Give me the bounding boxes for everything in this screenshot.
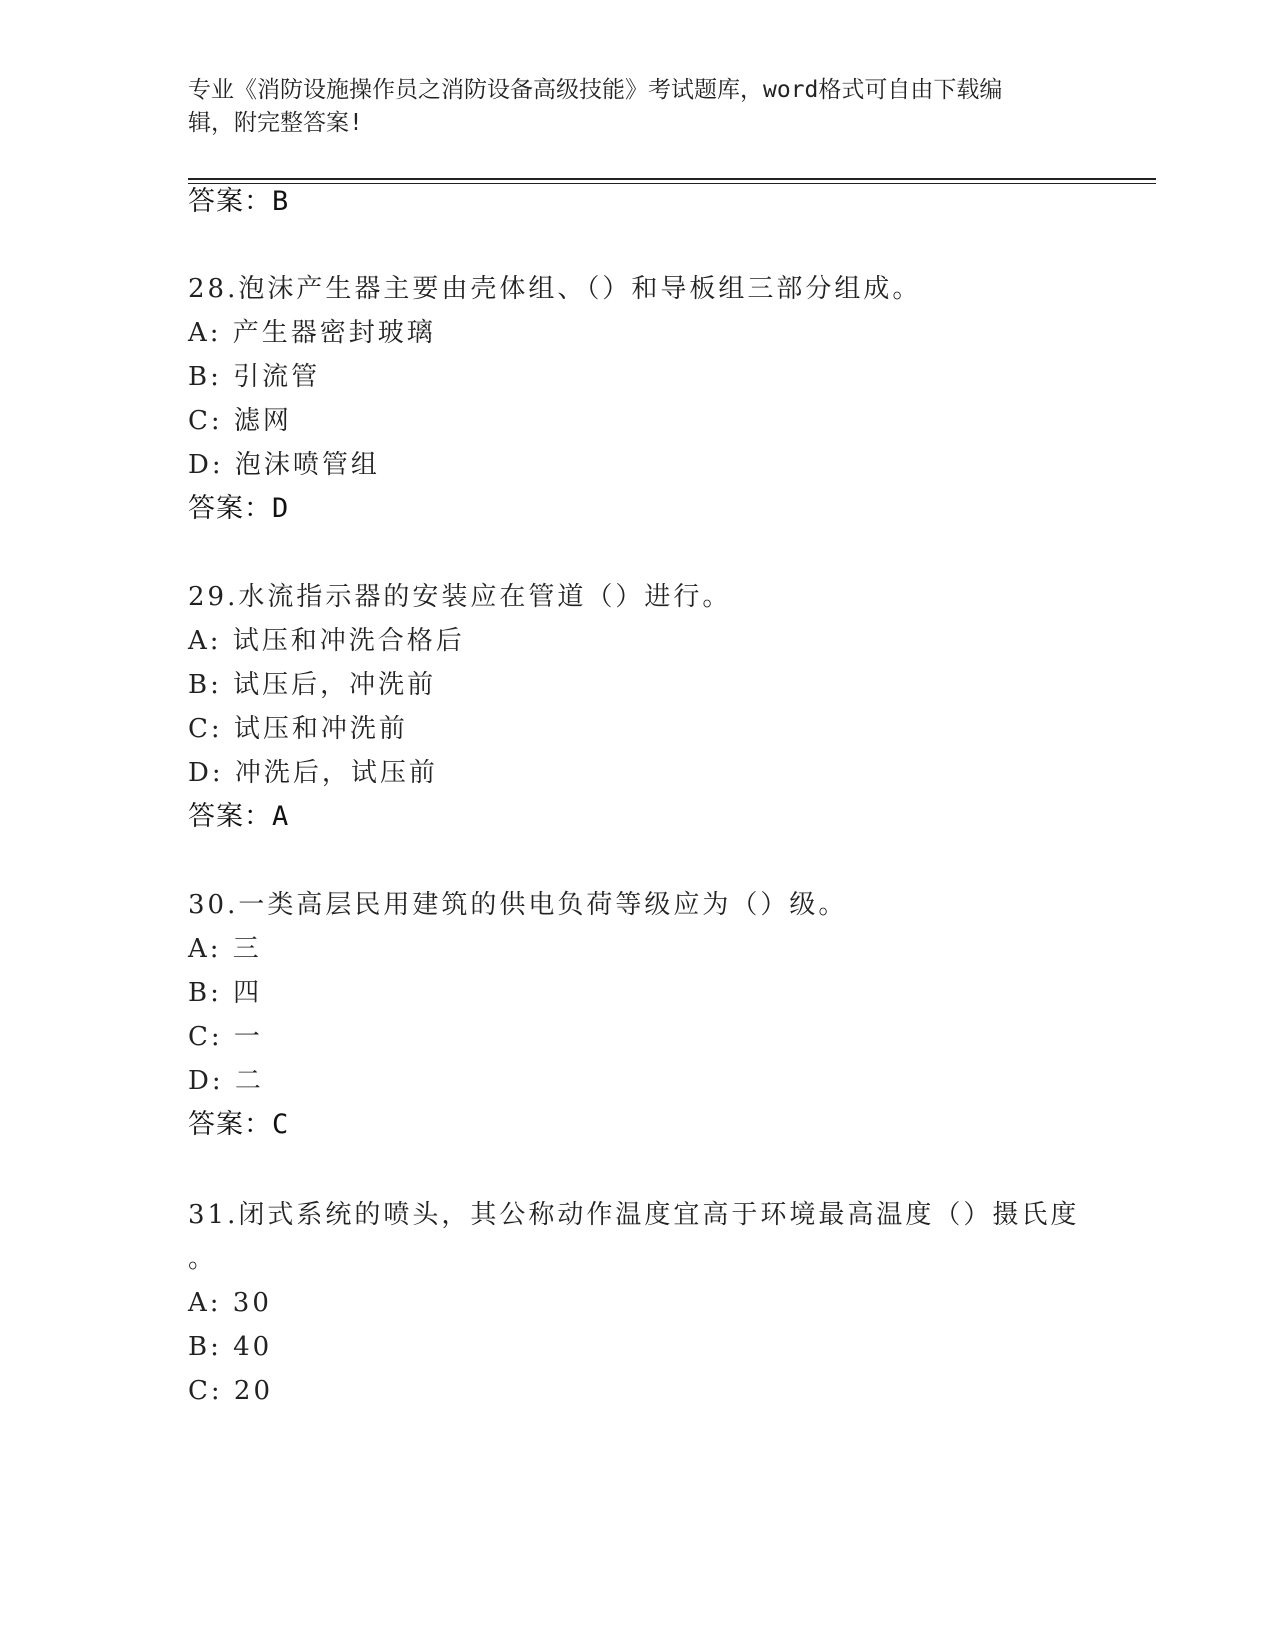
answer-label: 答案：B <box>188 186 290 217</box>
header-divider-thick <box>188 178 1156 180</box>
option-a: A: 产生器密封玻璃 <box>188 318 436 348</box>
option-b: B: 四 <box>188 978 263 1008</box>
answer-label: 答案：A <box>188 801 290 832</box>
header-line-1: 专业《消防设施操作员之消防设备高级技能》考试题库，word格式可自由下载编 <box>188 77 1003 103</box>
option-b: B: 试压后，冲洗前 <box>188 670 437 700</box>
option-b: B: 引流管 <box>188 362 321 392</box>
question-stem-continuation: 。 <box>188 1244 218 1274</box>
answer-label: 答案：D <box>188 493 290 524</box>
option-a: A: 三 <box>188 934 262 964</box>
header-line-2: 辑，附完整答案! <box>188 110 363 136</box>
header-divider-thin <box>188 183 1156 184</box>
option-d: D: 泡沫喷管组 <box>188 450 380 480</box>
option-c: C: 滤网 <box>188 406 292 436</box>
option-c: C: 试压和冲洗前 <box>188 714 408 744</box>
question-stem: 31.闭式系统的喷头，其公称动作温度宜高于环境最高温度（）摄氏度 <box>188 1200 1080 1230</box>
option-a: A: 30 <box>188 1288 272 1318</box>
option-d: D: 冲洗后，试压前 <box>188 758 438 788</box>
option-a: A: 试压和冲洗合格后 <box>188 626 465 656</box>
question-stem: 29.水流指示器的安装应在管道（）进行。 <box>188 582 732 612</box>
answer-label: 答案：C <box>188 1109 290 1140</box>
option-c: C: 一 <box>188 1022 263 1052</box>
option-d: D: 二 <box>188 1066 264 1096</box>
question-stem: 30.一类高层民用建筑的供电负荷等级应为（）级。 <box>188 890 848 920</box>
document-header <box>188 74 1088 140</box>
option-c: C: 20 <box>188 1376 274 1406</box>
question-stem: 28.泡沫产生器主要由壳体组、（）和导板组三部分组成。 <box>188 274 922 304</box>
option-b: B: 40 <box>188 1332 273 1362</box>
